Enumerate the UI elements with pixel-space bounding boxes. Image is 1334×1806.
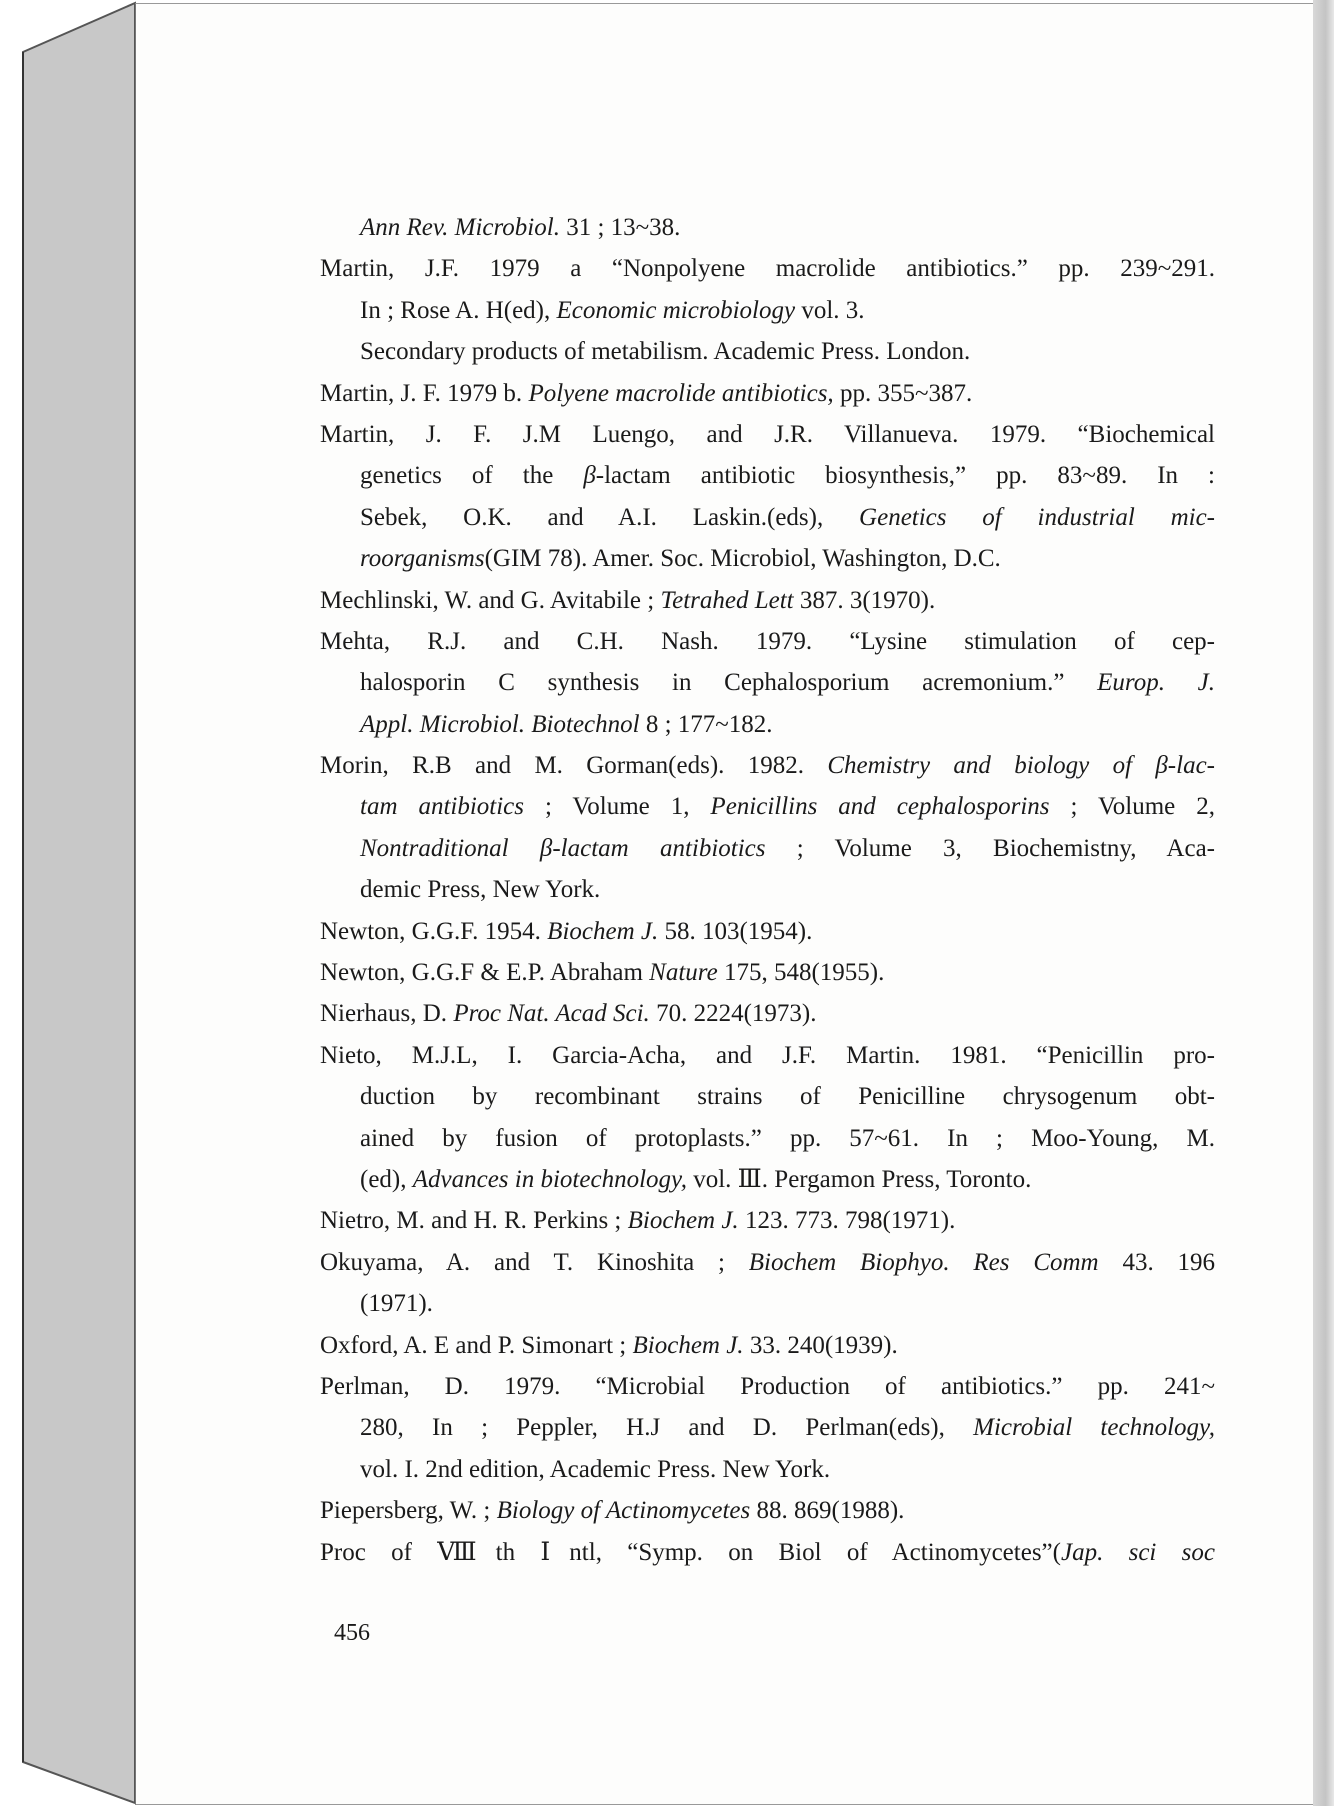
italic-title-text: Biochem J. [547, 917, 659, 945]
reference-text: vol. 3. [795, 296, 865, 324]
page-number: 456 [334, 1620, 370, 1646]
italic-title-text: Appl. Microbiol. Biotechnol [360, 710, 640, 738]
reference-line [320, 1283, 1215, 1324]
reference-line [320, 538, 1215, 579]
italic-title-text: Jap. sci soc [1060, 1538, 1215, 1566]
reference-line [320, 1532, 1215, 1573]
reference-line [320, 1035, 1215, 1076]
reference-text: In ; Rose A. H(ed), [360, 296, 557, 324]
reference-line [320, 1200, 1215, 1241]
reference-entry [320, 373, 1215, 414]
reference-text: 33. 240(1939). [743, 1331, 898, 1359]
reference-text: 387. 3(1970). [793, 586, 936, 614]
reference-line [320, 621, 1215, 662]
reference-line [320, 1242, 1215, 1283]
reference-line [320, 1076, 1215, 1117]
reference-line [320, 455, 1215, 496]
page-right-shadow [1313, 0, 1334, 1806]
italic-title-text: Advances in biotechnology, [412, 1165, 687, 1193]
reference-entry [320, 1242, 1215, 1325]
reference-text: Nietro, M. and H. R. Perkins ; [320, 1207, 628, 1235]
reference-line [320, 1449, 1215, 1490]
italic-title-text: Genetics of industrial mic- [859, 503, 1215, 531]
reference-text: ; Volume 2, [1049, 793, 1215, 821]
reference-text: (1971). [360, 1290, 433, 1318]
reference-text: Martin, J. F. J.M Luengo, and J.R. Villanueva. 1979. “Biochemical [320, 420, 1215, 448]
reference-text: 175, 548(1955). [717, 959, 885, 987]
italic-title-text: Biology of Actinomycetes [496, 1497, 751, 1525]
reference-text: 70. 2224(1973). [649, 1000, 817, 1028]
reference-entry [320, 1366, 1215, 1490]
reference-text: Mechlinski, W. and G. Avitabile ; [320, 586, 661, 614]
reference-entry [320, 580, 1215, 621]
reference-line [320, 704, 1215, 745]
reference-entry [320, 1532, 1215, 1573]
reference-text: halosporin C synthesis in Cephalosporium acremonium.” [360, 669, 1098, 697]
reference-text: Nieto, M.J.L, I. Garcia-Acha, and J.F. Martin. 1981. “Penicillin pro- [320, 1041, 1215, 1069]
reference-text: vol. Ⅲ. Pergamon Press, Toronto. [686, 1165, 1032, 1193]
reference-text: Proc of Ⅷth Ⅰntl, “Symp. on Biol of Actinomycetes”( [320, 1538, 1061, 1566]
reference-text: Newton, G.G.F & E.P. Abraham [320, 959, 650, 987]
reference-text: (GIM 78). Amer. Soc. Microbiol, Washington, D.C. [484, 545, 1001, 573]
reference-line [320, 373, 1215, 414]
reference-text: -lactam antibiotic biosynthesis,” pp. 83~89. In : [595, 462, 1215, 490]
reference-line [320, 828, 1215, 869]
reference-line [320, 1159, 1215, 1200]
reference-entry [320, 1035, 1215, 1201]
reference-entry [320, 1200, 1215, 1241]
reference-entry [320, 248, 1215, 372]
reference-text: vol. I. 2nd edition, Academic Press. New York. [360, 1455, 831, 1483]
reference-text: 280, In ; Peppler, H.J and D. Perlman(eds), [360, 1414, 974, 1442]
reference-line [320, 911, 1215, 952]
italic-title-text: tam antibiotics [360, 793, 525, 821]
reference-line [320, 993, 1215, 1034]
italic-title-text: Biochem J. [632, 1331, 744, 1359]
reference-text: ; Volume 1, [524, 793, 711, 821]
reference-entry [320, 1490, 1215, 1531]
reference-text: Secondary products of metabilism. Academic Press. London. [360, 338, 971, 366]
reference-text: Newton, G.G.F. 1954. [320, 917, 548, 945]
reference-line [320, 1325, 1215, 1366]
reference-text: Perlman, D. 1979. “Microbial Production of antibiotics.” pp. 241~ [320, 1372, 1215, 1400]
reference-text: demic Press, New York. [360, 876, 601, 904]
italic-title-text: Nontraditional β-lactam antibiotics [360, 834, 766, 862]
reference-line [320, 952, 1215, 993]
reference-line [320, 331, 1215, 372]
italic-title-text: Ann Rev. Microbiol. [360, 214, 560, 241]
reference-text: duction by recombinant strains of Penicilline chrysogenum obt- [360, 1083, 1215, 1111]
reference-line [320, 869, 1215, 910]
reference-text: Morin, R.B and M. Gorman(eds). 1982. [320, 752, 828, 780]
reference-line [320, 497, 1215, 538]
reference-entry [320, 1325, 1215, 1366]
reference-line [320, 414, 1215, 455]
reference-entry [320, 621, 1215, 745]
reference-text: Martin, J.F. 1979 a “Nonpolyene macrolide antibiotics.” pp. 239~291. [320, 255, 1215, 283]
italic-title-text: Europ. J. [1097, 669, 1215, 697]
reference-text: Okuyama, A. and T. Kinoshita ; [320, 1248, 749, 1276]
reference-list [320, 207, 1215, 1573]
reference-text: pp. 355~387. [833, 379, 973, 407]
reference-line [320, 580, 1215, 621]
italic-title-text: Polyene macrolide antibiotics, [528, 379, 834, 407]
reference-text: Nierhaus, D. [320, 1000, 454, 1028]
reference-text: 8 ; 177~182. [639, 710, 773, 738]
reference-text: Piepersberg, W. ; [320, 1497, 497, 1525]
reference-line [320, 786, 1215, 827]
reference-line [320, 1407, 1215, 1448]
reference-text: 43. 196 [1098, 1248, 1215, 1276]
reference-text: Martin, J. F. 1979 b. [320, 379, 529, 407]
italic-title-text: roorganisms [360, 545, 485, 573]
italic-title-text: Nature [649, 959, 718, 987]
reference-line [320, 1490, 1215, 1531]
italic-title-text: Economic microbiology [556, 296, 796, 324]
reference-text: 31 ; 13~38. [559, 214, 681, 241]
reference-text: Mehta, R.J. and C.H. Nash. 1979. “Lysine stimulation of cep- [320, 627, 1215, 655]
italic-title-text: Biochem Biophyo. Res Comm [748, 1248, 1099, 1276]
reference-text: ained by fusion of protoplasts.” pp. 57~61. In ; Moo-Young, M. [360, 1124, 1215, 1152]
reference-entry [320, 207, 1215, 248]
reference-text: (ed), [360, 1165, 413, 1193]
reference-line [320, 662, 1215, 703]
italic-title-text: β [583, 462, 596, 490]
reference-entry [320, 993, 1215, 1034]
reference-line [320, 290, 1215, 331]
italic-title-text: Microbial technology, [973, 1414, 1215, 1442]
reference-text: 123. 773. 798(1971). [738, 1207, 956, 1235]
reference-line [320, 248, 1215, 289]
reference-line [320, 207, 1215, 248]
reference-text: 58. 103(1954). [658, 917, 813, 945]
reference-line [320, 1366, 1215, 1407]
reference-entry [320, 414, 1215, 580]
reference-text: genetics of the [360, 462, 584, 490]
italic-title-text: Biochem J. [627, 1207, 739, 1235]
reference-line [320, 1118, 1215, 1159]
italic-title-text: Tetrahed Lett [660, 586, 794, 614]
italic-title-text: Proc Nat. Acad Sci. [453, 1000, 650, 1028]
italic-title-text: Chemistry and biology of β-lac- [827, 752, 1215, 780]
reference-entry [320, 952, 1215, 993]
reference-text: Oxford, A. E and P. Simonart ; [320, 1331, 633, 1359]
reference-text: Sebek, O.K. and A.I. Laskin.(eds), [360, 503, 860, 531]
reference-line [320, 745, 1215, 786]
italic-title-text: Penicillins and cephalosporins [710, 793, 1050, 821]
reference-text: ; Volume 3, Biochemistny, Aca- [765, 834, 1215, 862]
reference-entry [320, 911, 1215, 952]
reference-text: 88. 869(1988). [750, 1497, 905, 1525]
reference-entry [320, 745, 1215, 911]
